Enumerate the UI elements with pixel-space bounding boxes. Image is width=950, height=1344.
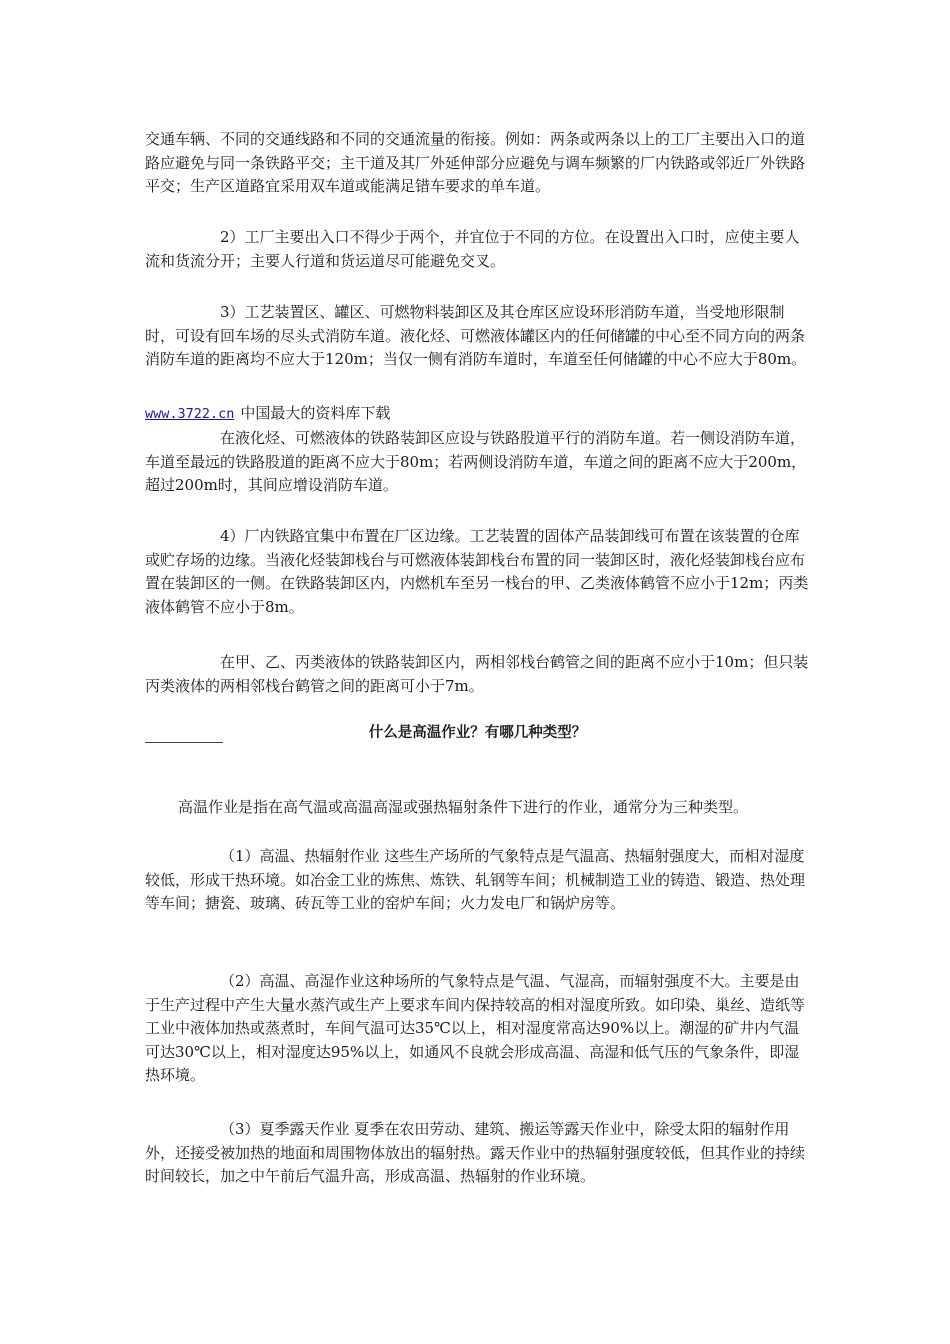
paragraph-type-2: （2）高温、高湿作业这种场所的气象特点是气温、气湿高，而辐射强度不大。主要是由于生产过程中产生大量水蒸汽或生产上要求车间内保持较高的相对湿度所致。如印染、巢丝、造纸等工业中液体加热或蒸煮时，车间气温可达35℃以上，相对湿度常高达90%以上。潮湿的矿井内气温可达30℃以上，相对湿度达95%以上，如通风不良就会形成高温、高湿和低气压的气象条件，即湿热环境。	[145, 972, 806, 1085]
paragraph-type-3: （3）夏季露天作业 夏季在农田劳动、建筑、搬运等露天作业中，除受太阳的辐射作用外，还接受被加热的地面和周围物体放出的辐射热。露天作业中的热辐射强度较低，但其作业的持续时间较长，加之中午前后气温升高，形成高温、热辐射的作业环境。	[145, 1120, 806, 1186]
download-link-line	[145, 403, 390, 424]
paragraph-type-1: （1）高温、热辐射作业 这些生产场所的气象特点是气温高、热辐射强度大，而相对湿度较低，形成干热环境。如冶金工业的炼焦、炼铁、轧钢等车间；机械制造工业的铸造、锻造、热处理等车间；搪瓷、玻璃、砖瓦等工业的窑炉车间；火力发电厂和锅炉房等。	[145, 847, 806, 913]
paragraph-high-temp-intro: 高温作业是指在高气温或高温高湿或强热辐射条件下进行的作业，通常分为三种类型。	[178, 798, 749, 816]
site-link[interactable]: www.3722.cn	[145, 406, 235, 422]
paragraph-factory-entrances: 2）工厂主要出入口不得少于两个，并宜位于不同的方位。在设置出入口时，应使主要人流和货流分开；主要人行道和货运道尽可能避免交叉。	[145, 228, 800, 270]
site-caption: 中国最大的资料库下载	[240, 404, 391, 422]
paragraph-railway-fire-lanes: 在液化烃、可燃液体的铁路装卸区应设与铁路股道平行的消防车道。若一侧设消防车道，车道至最远的铁路股道的距离不应大于80m；若两侧设消防车道，车道之间的距离不应大于200m，超过200m时，其间应增设消防车道。	[145, 429, 807, 495]
paragraph-traffic-connection: 交通车辆、不同的交通线路和不同的交通流量的衔接。例如：两条或两条以上的工厂主要出入口的道路应避免与同一条铁路平交；主干道及其厂外延伸部分应避免与调车频繁的厂内铁路或邻近厂外铁路平交；生产区道路宜采用双车道或能满足错车要求的单车道。	[145, 130, 806, 196]
paragraph-fire-lanes: 3）工艺装置区、罐区、可燃物料装卸区及其仓库区应设环形消防车道，当受地形限制时，可设有回车场的尽头式消防车道。液化烃、可燃液体罐区内的任何储罐的中心至不同方向的两条消防车道的距离均不应大于120m；当仅一侧有消防车道时，车道至任何储罐的中心不应大于80m。	[145, 303, 807, 369]
paragraph-railway-layout: 4）厂内铁路宜集中布置在厂区边缘。工艺装置的固体产品装卸线可布置在该装置的仓库或贮存场的边缘。当液化烃装卸栈台与可燃液体装卸栈台布置的同一装卸区时，液化烃装卸栈台应布置在装卸区的一侧。在铁路装卸区内，内燃机车至另一栈台的甲、乙类液体鹤管不应小于12m；丙类液体鹤管不应小于8m。	[145, 527, 809, 616]
section-heading: 什么是高温作业？有哪几种类型？	[368, 725, 587, 741]
paragraph-crane-distance: 在甲、乙、丙类液体的铁路装卸区内，两相邻栈台鹤管之间的距离不应小于10m；但只装丙类液体的两相邻栈台鹤管之间的距离可小于7m。	[145, 653, 809, 695]
